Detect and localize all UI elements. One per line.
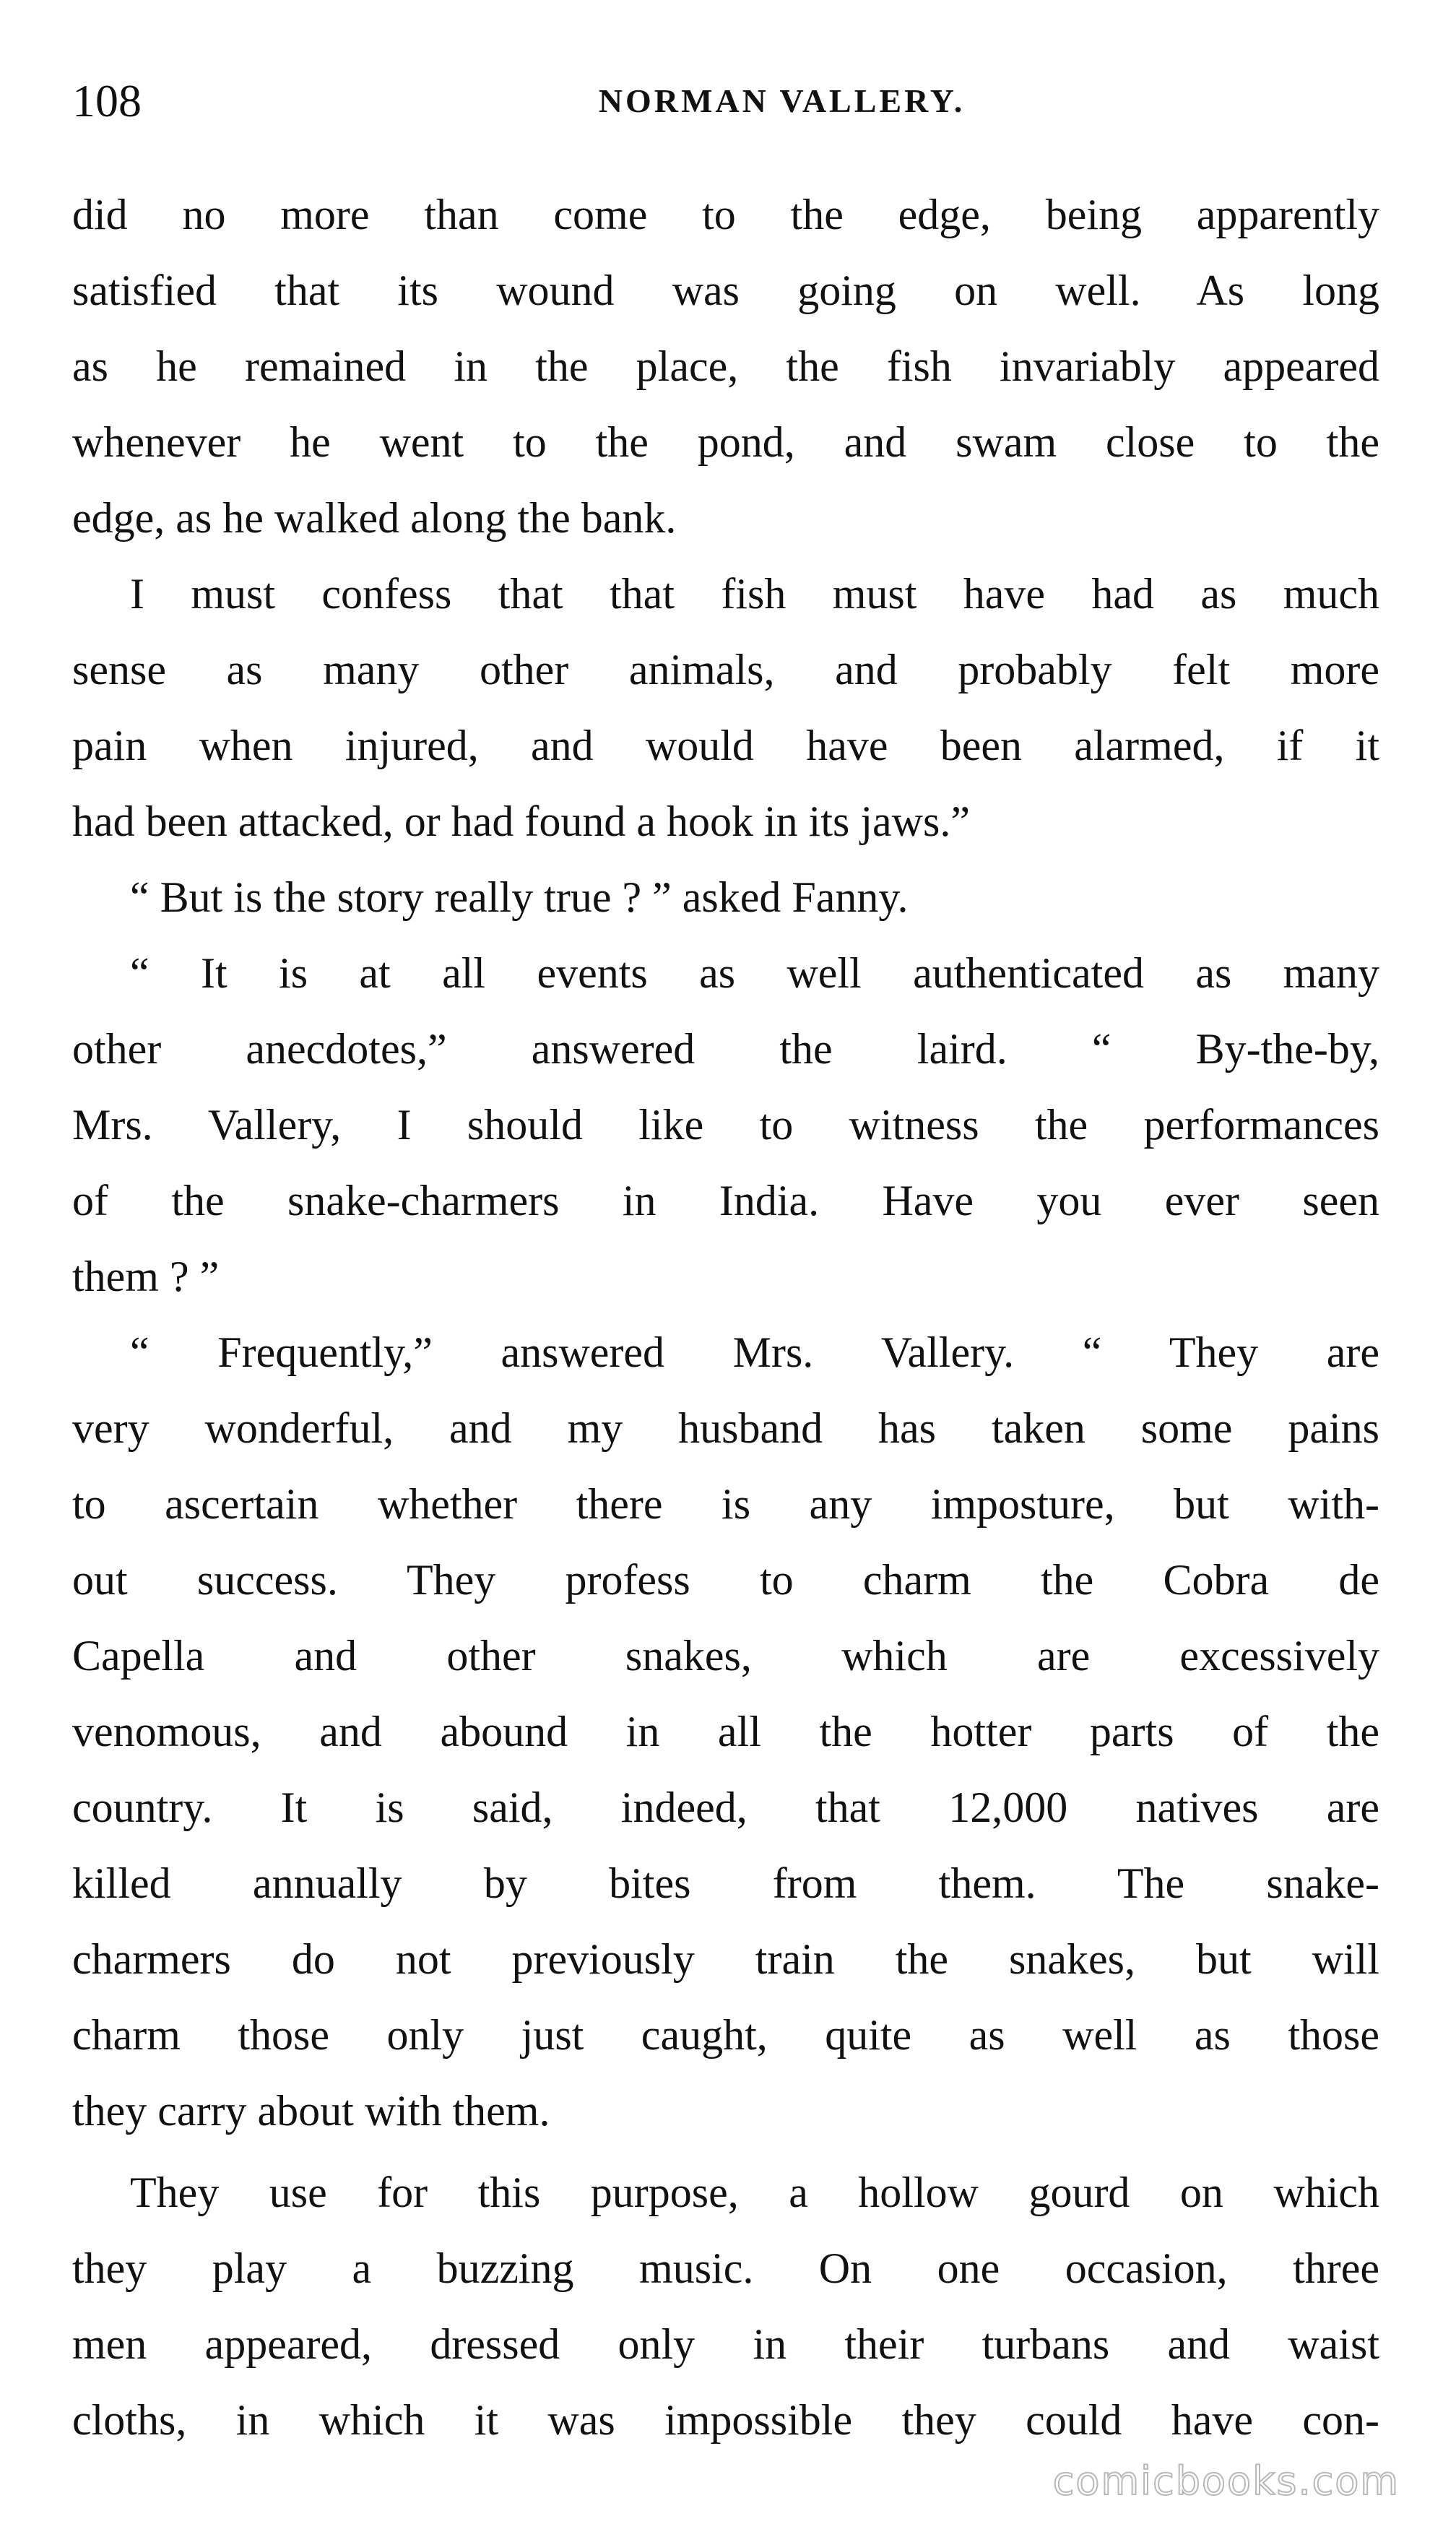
text-line: men appeared, dressed only in their turbans and waist	[72, 2320, 1379, 2368]
text-line: as he remained in the place, the fish invariably appeared	[72, 342, 1379, 390]
text-line: “ Frequently,” answered Mrs. Vallery. “ They are	[130, 1328, 1379, 1376]
text-line: charm those only just caught, quite as well as those	[72, 2011, 1379, 2059]
text-line: edge, as he walked along the bank.	[72, 494, 677, 542]
text-line: satisfied that its wound was going on well. As long	[72, 267, 1379, 314]
watermark: comicbooks.com	[1052, 2458, 1400, 2504]
text-line: sense as many other animals, and probably felt more	[72, 646, 1379, 693]
text-line: them ? ”	[72, 1253, 220, 1300]
text-line: killed annually by bites from them. The snake-	[72, 1859, 1379, 1907]
text-line: they play a buzzing music. On one occasion, three	[72, 2244, 1379, 2292]
text-line: cloths, in which it was impossible they could have con-	[72, 2396, 1379, 2444]
text-line: to ascertain whether there is any imposture, but with-	[72, 1480, 1379, 1528]
running-title: NORMAN VALLERY.	[598, 82, 966, 119]
text-line: of the snake-charmers in India. Have you ever seen	[72, 1177, 1379, 1224]
text-line: had been attacked, or had found a hook in its jaws.”	[72, 798, 970, 845]
body-text	[72, 177, 1379, 2458]
page-header	[72, 69, 1383, 134]
text-line: They use for this purpose, a hollow gourd on which	[130, 2169, 1379, 2216]
text-line: Mrs. Vallery, I should like to witness the performances	[72, 1101, 1379, 1149]
text-line: charmers do not previously train the snakes, but will	[72, 1935, 1379, 1983]
text-line: Capella and other snakes, which are excessively	[72, 1632, 1379, 1680]
text-line: venomous, and abound in all the hotter parts of the	[72, 1708, 1379, 1755]
text-line: country. It is said, indeed, that 12,000 natives are	[72, 1784, 1379, 1831]
text-line: “ It is at all events as well authenticated as many	[130, 949, 1379, 997]
text-line: did no more than come to the edge, being apparently	[72, 191, 1379, 238]
page-number: 108	[72, 75, 142, 126]
text-line: whenever he went to the pond, and swam close to the	[72, 418, 1379, 466]
text-line: I must confess that that fish must have had as much	[130, 570, 1379, 618]
text-line: very wonderful, and my husband has taken some pains	[72, 1404, 1379, 1452]
text-line: pain when injured, and would have been alarmed, if it	[72, 722, 1379, 769]
text-line: out success. They profess to charm the Cobra de	[72, 1556, 1379, 1604]
text-line: other anecdotes,” answered the laird. “ By-the-by,	[72, 1025, 1379, 1073]
text-line: “ But is the story really true ? ” asked Fanny.	[130, 873, 909, 921]
text-line: they carry about with them.	[72, 2087, 550, 2135]
